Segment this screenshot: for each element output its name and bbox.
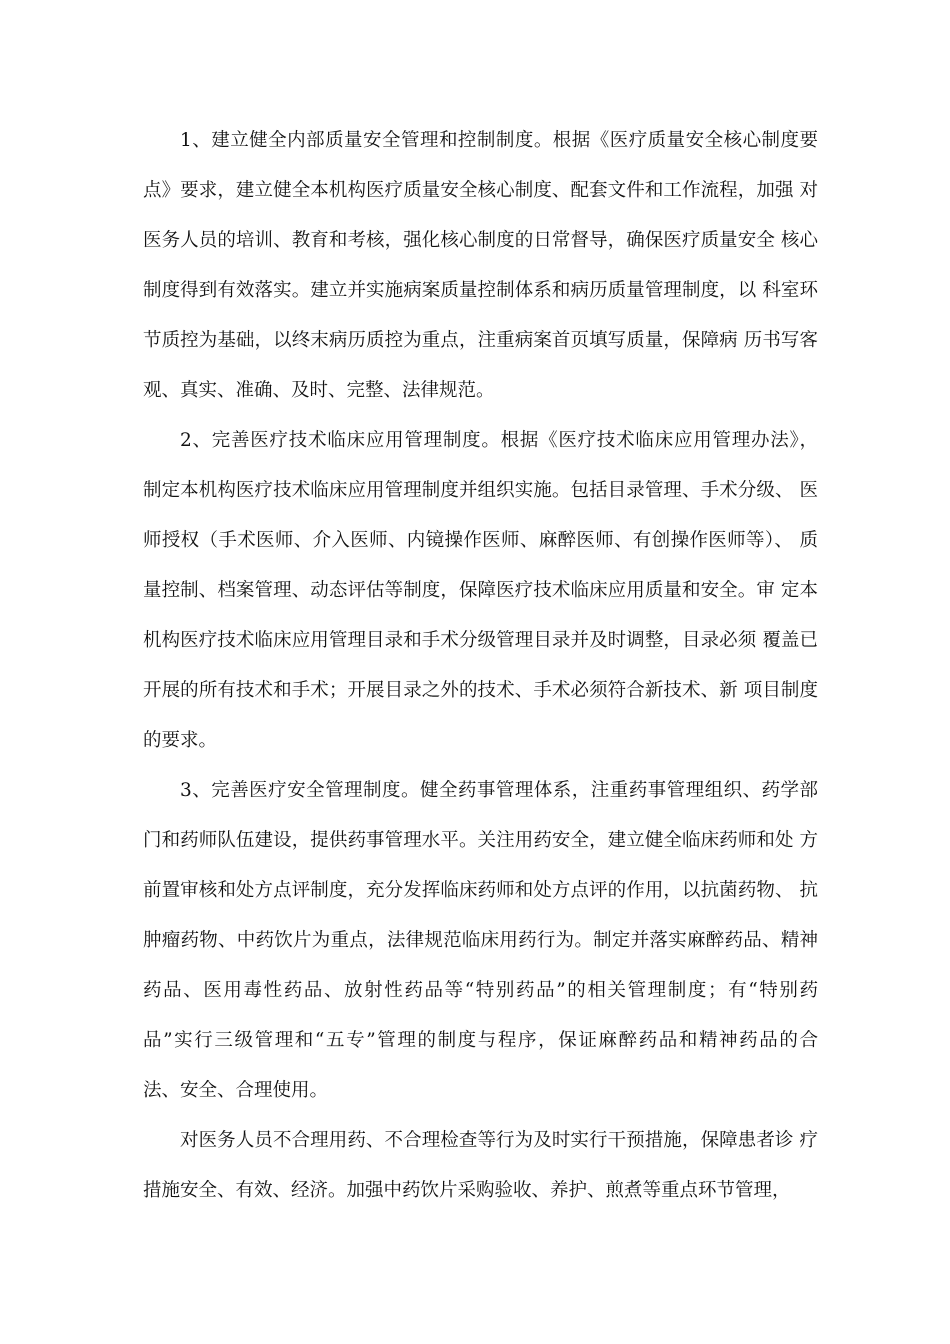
text-line: 1、建立健全内部质量安全管理和控制制度。根据《医疗质量安全核心制度要 xyxy=(180,130,818,151)
text-line: 品”实行三级管理和“五专”管理的制度与程序，保证麻醉药品和精神药品的合 xyxy=(143,1030,818,1051)
text-line: 2、完善医疗技术临床应用管理制度。根据《医疗技术临床应用管理办法》， xyxy=(180,430,818,451)
text-line: 肿瘤药物、中药饮片为重点，法律规范临床用药行为。制定并落实麻醉药品、精神 xyxy=(143,930,818,951)
text-line: 药品、医用毒性药品、放射性药品等“特别药品”的相关管理制度；有“特别药 xyxy=(143,980,818,1001)
text-line: 节质控为基础，以终末病历质控为重点，注重病案首页填写质量，保障病 历书写客 xyxy=(143,330,818,351)
text-line: 制定本机构医疗技术临床应用管理制度并组织实施。包括目录管理、手术分级、 医 xyxy=(143,480,818,501)
text-line: 观、真实、准确、及时、完整、法律规范。 xyxy=(143,380,495,401)
text-line: 的要求。 xyxy=(143,730,218,751)
text-line: 措施安全、有效、经济。加强中药饮片采购验收、养护、煎煮等重点环节管理， xyxy=(143,1180,791,1201)
text-line: 量控制、档案管理、动态评估等制度，保障医疗技术临床应用质量和安全。审 定本 xyxy=(143,580,818,601)
text-line: 法、安全、合理使用。 xyxy=(143,1080,329,1101)
text-line: 开展的所有技术和手术；开展目录之外的技术、手术必须符合新技术、新 项目制度 xyxy=(143,680,818,701)
text-line: 前置审核和处方点评制度，充分发挥临床药师和处方点评的作用，以抗菌药物、 抗 xyxy=(143,880,818,901)
text-line: 制度得到有效落实。建立并实施病案质量控制体系和病历质量管理制度，以 科室环 xyxy=(143,280,818,301)
text-line: 医务人员的培训、教育和考核，强化核心制度的日常督导，确保医疗质量安全 核心 xyxy=(143,230,818,251)
text-line: 对医务人员不合理用药、不合理检查等行为及时实行干预措施，保障患者诊 疗 xyxy=(180,1130,818,1151)
text-line: 师授权（手术医师、介入医师、内镜操作医师、麻醉医师、有创操作医师等）、 质 xyxy=(143,530,818,551)
text-line: 3、完善医疗安全管理制度。健全药事管理体系，注重药事管理组织、药学部 xyxy=(180,780,818,801)
text-line: 点》要求，建立健全本机构医疗质量安全核心制度、配套文件和工作流程，加强 对 xyxy=(143,180,818,201)
text-line: 门和药师队伍建设，提供药事管理水平。关注用药安全，建立健全临床药师和处 方 xyxy=(143,830,818,851)
text-line: 机构医疗技术临床应用管理目录和手术分级管理目录并及时调整，目录必须 覆盖已 xyxy=(143,630,818,651)
